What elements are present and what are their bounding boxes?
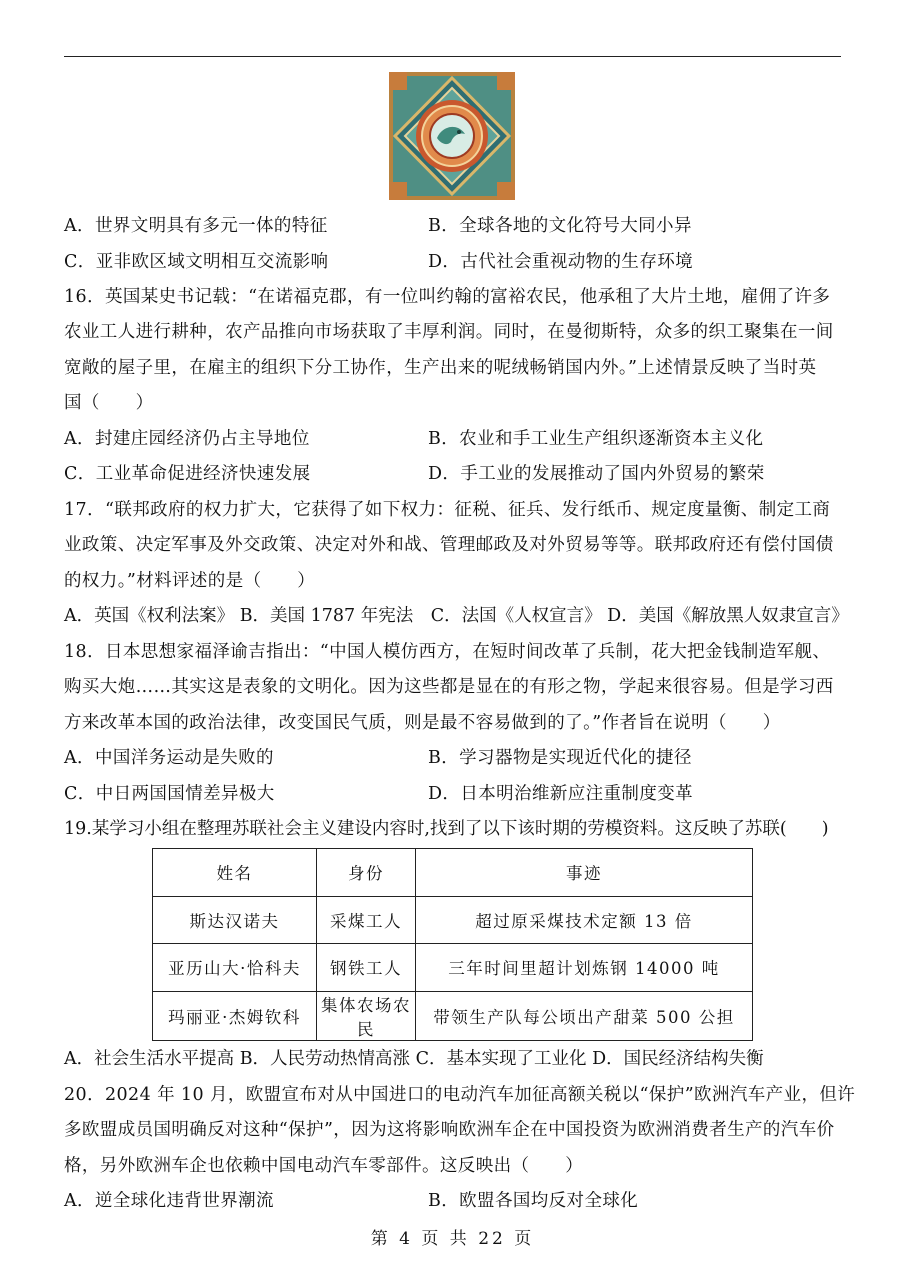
table-cell: 集体农场农民 — [317, 991, 416, 1040]
table-row — [153, 991, 753, 1040]
q17-stem-line: 的权力。”材料评述的是（ ） — [64, 571, 316, 591]
q15-option-b: B．全球各地的文化符号大同小异 — [428, 216, 692, 236]
q17-stem-line: 业政策、决定军事及外交政策、决定对外和战、管理邮政及对外贸易等等。联邦政府还有偿付国债 — [64, 535, 834, 555]
q18-stem-line: 18．日本思想家福泽谕吉指出：“中国人模仿西方，在短时间改革了兵制，花大把金钱制造军舰、 — [64, 642, 831, 662]
q20-option-b: B．欧盟各国均反对全球化 — [428, 1191, 639, 1211]
q18-option-b: B．学习器物是实现近代化的捷径 — [428, 748, 692, 768]
q18-stem-line: 购买大炮……其实这是表象的文明化。因为这些都是显在的有形之物，学起来很容易。但是学习西 — [64, 677, 834, 697]
q17-options: A．英国《权利法案》 B．美国 1787 年宪法 C．法国《人权宣言》 D．美国《解放黑人奴隶宣言》 — [64, 606, 849, 626]
q16-stem-line: 农业工人进行耕种，农产品推向市场获取了丰厚利润。同时，在曼彻斯特，众多的织工聚集在一间 — [64, 322, 834, 342]
q18-option-c: C．中日两国国情差异极大 — [64, 784, 275, 804]
table-cell: 斯达汉诺夫 — [153, 896, 317, 944]
table-cell: 三年时间里超计划炼钢 14000 吨 — [416, 944, 753, 992]
table-cell: 玛丽亚·杰姆钦科 — [153, 991, 317, 1040]
table-cell: 采煤工人 — [317, 896, 416, 944]
labor-model-table — [152, 848, 753, 1041]
table-row — [153, 896, 753, 944]
table-header-row — [153, 849, 753, 897]
q16-stem-line: 16．英国某史书记载：“在诺福克郡，有一位叫约翰的富裕农民，他承租了大片土地，雇佣了许多 — [64, 287, 831, 307]
table-header-cell: 姓名 — [153, 849, 317, 897]
q18-stem-line: 方来改革本国的政治法律，改变国民气质，则是最不容易做到的了。”作者旨在说明（ ） — [64, 713, 781, 733]
q20-stem-line: 多欧盟成员国明确反对这种“保护”，因为这将影响欧洲车企在中国投资为欧洲消费者生产的汽车价 — [64, 1120, 835, 1140]
table-cell: 带领生产队每公顷出产甜菜 500 公担 — [416, 991, 753, 1040]
q17-stem-line: 17．“联邦政府的权力扩大，它获得了如下权力：征税、征兵、发行纸币、规定度量衡、制定工商 — [64, 500, 831, 520]
q15-option-d: D．古代社会重视动物的生存环境 — [428, 252, 694, 272]
q15-option-a: A．世界文明具有多元一体的特征 — [64, 216, 328, 236]
header-rule — [64, 56, 841, 57]
table-cell: 亚历山大·恰科夫 — [153, 944, 317, 992]
table-header-cell: 身份 — [317, 849, 416, 897]
q20-option-a: A．逆全球化违背世界潮流 — [64, 1191, 274, 1211]
q18-option-a: A．中国洋务运动是失败的 — [64, 748, 274, 768]
q20-stem-line: 20．2024 年 10 月，欧盟宣布对从中国进口的电动汽车加征高额关税以“保护”欧洲汽车产业，但许 — [64, 1085, 856, 1105]
table-header-cell: 事迹 — [416, 849, 753, 897]
q19-options: A．社会生活水平提高 B．人民劳动热情高涨 C．基本实现了工业化 D．国民经济结构失衡 — [64, 1049, 764, 1069]
page-number-footer: 第 4 页 共 22 页 — [370, 1229, 535, 1249]
q15-option-c: C．亚非欧区域文明相互交流影响 — [64, 252, 329, 272]
q18-option-d: D．日本明治维新应注重制度变革 — [428, 784, 694, 804]
q16-option-b: B．农业和手工业生产组织逐渐资本主义化 — [428, 429, 764, 449]
table-row — [153, 944, 753, 992]
table-cell: 钢铁工人 — [317, 944, 416, 992]
q16-stem-line: 国（ ） — [64, 393, 154, 413]
q16-option-c: C．工业革命促进经济快速发展 — [64, 464, 311, 484]
q16-stem-line: 宽敞的屋子里，在雇主的组织下分工协作，生产出来的呢绒畅销国内外。”上述情景反映了当时英 — [64, 358, 817, 378]
table-cell: 超过原采煤技术定额 13 倍 — [416, 896, 753, 944]
q16-option-d: D．手工业的发展推动了国内外贸易的繁荣 — [428, 464, 765, 484]
ornamental-tile-image — [389, 72, 515, 200]
q19-stem: 19.某学习小组在整理苏联社会主义建设内容时,找到了以下该时期的劳模资料。这反映了苏联( ) — [64, 819, 829, 839]
q16-option-a: A．封建庄园经济仍占主导地位 — [64, 429, 310, 449]
q20-stem-line: 格，另外欧洲车企也依赖中国电动汽车零部件。这反映出（ ） — [64, 1156, 584, 1176]
